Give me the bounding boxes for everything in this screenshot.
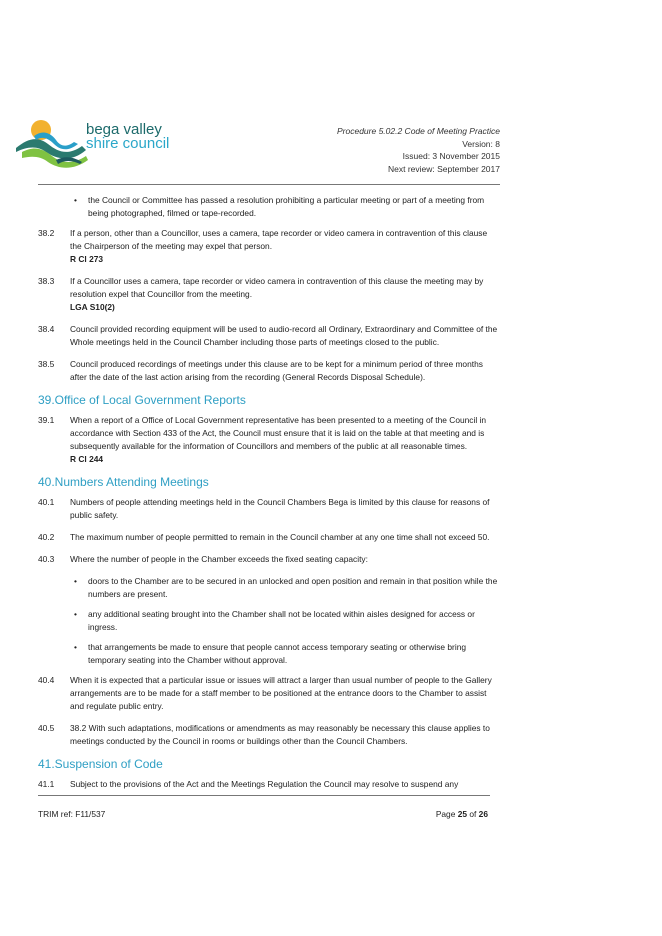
logo-line-1: bega valley [86, 121, 162, 138]
next-review: Next review: September 2017 [388, 163, 500, 174]
trim-reference: TRIM ref: F11/537 [38, 809, 106, 819]
clause-text: Council produced recordings of meetings under this clause are to be kept for a minimum period of three months after the date of the last action arising from the recording (General Records Disposal Schedule). [70, 359, 483, 382]
bullet-icon: • [74, 195, 77, 205]
clause-number: 40.4 [38, 675, 55, 685]
list-item-text: the Council or Committee has passed a resolution prohibiting a particular meeting or part of a meeting from being photographed, filmed or tape-recorded. [88, 195, 485, 218]
version: Version: 8 [462, 138, 500, 149]
page-prefix: Page [435, 809, 458, 819]
clause-38-5 [38, 358, 500, 384]
issued-date: Issued: 3 November 2015 [402, 151, 500, 161]
clause-text: Where the number of people in the Chamber exceeds the fixed seating capacity: [70, 554, 368, 564]
clause-text: If a Councillor uses a camera, tape recorder or video camera in contravention of this clause the meeting may by resolution expel that Councillor from the meeting. [70, 276, 484, 299]
list-item-text: doors to the Chamber are to be secured in an unlocked and open position and remain in that position while the numbers are present. [88, 576, 498, 599]
section-heading-40: 40.Numbers Attending Meetings [38, 475, 209, 489]
clause-number: 40.5 [38, 723, 55, 733]
clause-text: 38.2 With such adaptations, modifications or amendments as may reasonably be necessary this clause applies to meetings conducted by the Council in rooms or buildings other than the Council Chambers. [70, 723, 490, 746]
bullet-icon: • [74, 642, 77, 652]
clause-40-1 [38, 496, 500, 522]
clause-reference: R Cl 244 [70, 454, 104, 464]
document-body [38, 194, 500, 800]
list-item [38, 194, 500, 220]
clause-40-2 [38, 531, 500, 544]
section-heading-41: 41.Suspension of Code [38, 757, 163, 771]
list-item [38, 608, 500, 634]
logo-line-2: shire council [86, 135, 170, 152]
clause-40-4 [38, 674, 500, 713]
clause-39-1 [38, 414, 500, 466]
footer-rule [38, 795, 490, 796]
clause-text: Numbers of people attending meetings held in the Council Chambers Bega is limited by this clause for reasons of public safety. [70, 497, 490, 520]
bullet-icon: • [74, 576, 77, 586]
clause-number: 41.1 [38, 779, 55, 789]
page-header [16, 112, 500, 188]
clause-41-1 [38, 778, 500, 791]
clause-text: When a report of a Office of Local Government representative has been presented to a meeting of the Council in accordance with Section 433 of the Act, the Council must ensure that it is laid on the table at that meeting and is subsequently available for the information of Councillors and members of the public at all reasonable times. [70, 415, 487, 451]
clause-text: If a person, other than a Councillor, uses a camera, tape recorder or video camera in contravention of this clause the Chairperson of the meeting may expel that person. [70, 228, 488, 251]
section-heading-39: 39.Office of Local Government Reports [38, 393, 246, 407]
clause-number: 40.1 [38, 497, 55, 507]
list-item [38, 641, 500, 667]
list-item-text: any additional seating brought into the Chamber shall not be located within aisles designed for access or ingress. [88, 609, 475, 632]
clause-number: 38.2 [38, 228, 55, 238]
clause-text: When it is expected that a particular issue or issues will attract a larger than usual number of people to the Gallery arrangements are to be made for a staff member to be positioned at the entrance doors to the Chamber to assist and regulate public entry. [70, 675, 492, 711]
clause-38-4 [38, 323, 500, 349]
clause-text: Subject to the provisions of the Act and the Meetings Regulation the Council may resolve to suspend any [70, 779, 459, 789]
clause-number: 39.1 [38, 415, 55, 425]
clause-text: The maximum number of people permitted to remain in the Council chamber at any one time shall not exceed 50. [70, 532, 490, 542]
clause-38-3 [38, 275, 500, 314]
header-rule [38, 184, 500, 185]
list-item-text: that arrangements be made to ensure that people cannot access temporary seating or otherwise bring temporary seating into the Chamber without approval. [88, 642, 467, 665]
clause-number: 40.2 [38, 532, 55, 542]
clause-40-3 [38, 553, 500, 566]
clause-number: 38.5 [38, 359, 55, 369]
page-of: of [467, 809, 479, 819]
page-number [400, 808, 488, 821]
list-item [38, 575, 500, 601]
procedure-title: Procedure 5.02.2 Code of Meeting Practice [336, 126, 500, 136]
page-current: 25 [457, 809, 468, 819]
clause-number: 38.3 [38, 276, 55, 286]
clause-38-2 [38, 227, 500, 266]
clause-text: Council provided recording equipment will be used to audio-record all Ordinary, Extraordinary and Committee of the Whole meetings held in the Council Chamber including those parts of meetings closed to the public. [70, 324, 498, 347]
clause-reference: LGA S10(2) [70, 302, 115, 312]
clause-40-5 [38, 722, 500, 748]
page-total: 26 [478, 809, 488, 819]
bullet-icon: • [74, 609, 77, 619]
procedure-info [337, 125, 500, 175]
clause-number: 40.3 [38, 554, 55, 564]
clause-reference: R Cl 273 [70, 254, 104, 264]
clause-number: 38.4 [38, 324, 55, 334]
